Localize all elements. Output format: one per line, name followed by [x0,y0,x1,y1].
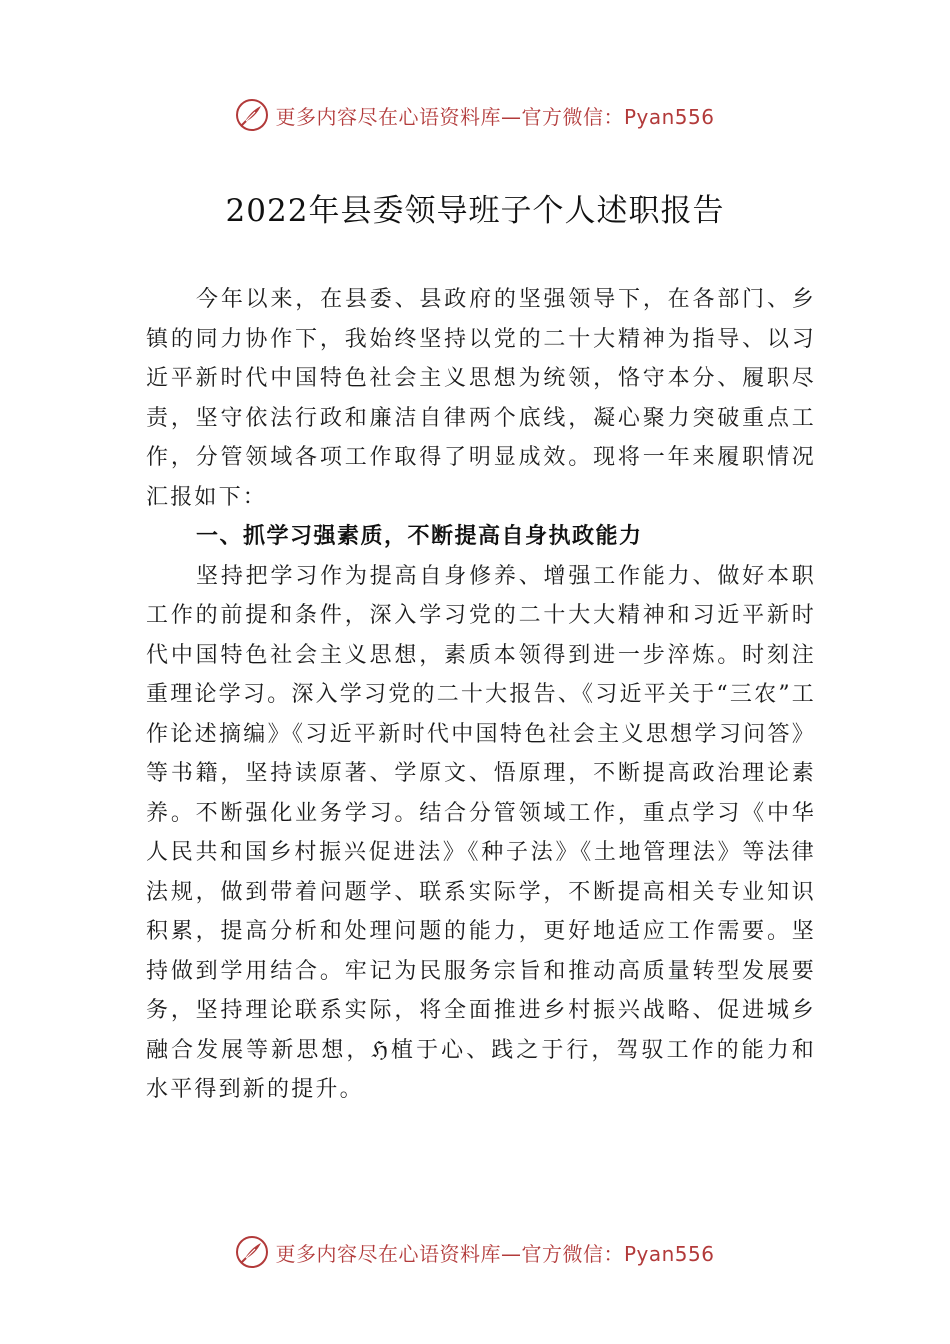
section-heading: 一、抓学习强素质，不断提高自身执政能力 [196,524,643,549]
feather-quill-logo-icon [235,98,269,132]
feather-quill-logo-icon [235,1235,269,1269]
banner-text [275,1238,714,1267]
banner-separator: — [500,1241,522,1266]
wechat-text: 官方微信：Pyan556 [521,1241,715,1266]
promo-text: 更多内容尽在心语资料库 [275,1241,501,1266]
promo-text: 更多内容尽在心语资料库 [275,104,501,129]
header-banner [0,95,950,135]
banner-text [275,101,714,130]
banner-separator: — [500,104,522,129]
page-title: 2022年县委领导班子个人述职报告 [225,193,725,229]
wechat-text: 官方微信：Pyan556 [521,104,715,129]
footer-banner [0,1232,950,1272]
document-body [146,280,816,1110]
section-paragraph: 坚持把学习作为提高自身修养、增强工作能力、做好本职工作的前提和条件，深入学习党的二十大大精神和习近平新时代中国特色社会主义思想，素质本领得到进一步淬炼。时刻注重理论学习。深入学习党的二十大报告、《习近平关于“三农”工作论述摘编》《习近平新时代中国特色社会主义思想学习问答》等书籍，坚持读原著、学原文、悟原理，不断提高政治理论素养。不断强化业务学习。结合分管领域工作，重点学习《中华人民共和国乡村振兴促进法》《种子法》《土地管理法》等法律法规，做到带着问题学、联系实际学，不断提高相关专业知识积累，提高分析和处理问题的能力，更好地适应工作需要。坚持做到学用结合。牢记为民服务宗旨和推动高质量转型发展要务，坚持理论联系实际，将全面推进乡村振兴战略、促进城乡融合发展等新思想，ℌ植于心、践之于行，驾驭工作的能力和水平得到新的提升。 [146,563,816,1102]
intro-paragraph: 今年以来，在县委、县政府的坚强领导下，在各部门、乡镇的同力协作下，我始终坚持以党的二十大精神为指导、以习近平新时代中国特色社会主义思想为统领，恪守本分、履职尽责，坚守依法行政和廉洁自律两个底线，凝心聚力突破重点工作，分管领域各项工作取得了明显成效。现将一年来履职情况汇报如下： [146,287,816,510]
